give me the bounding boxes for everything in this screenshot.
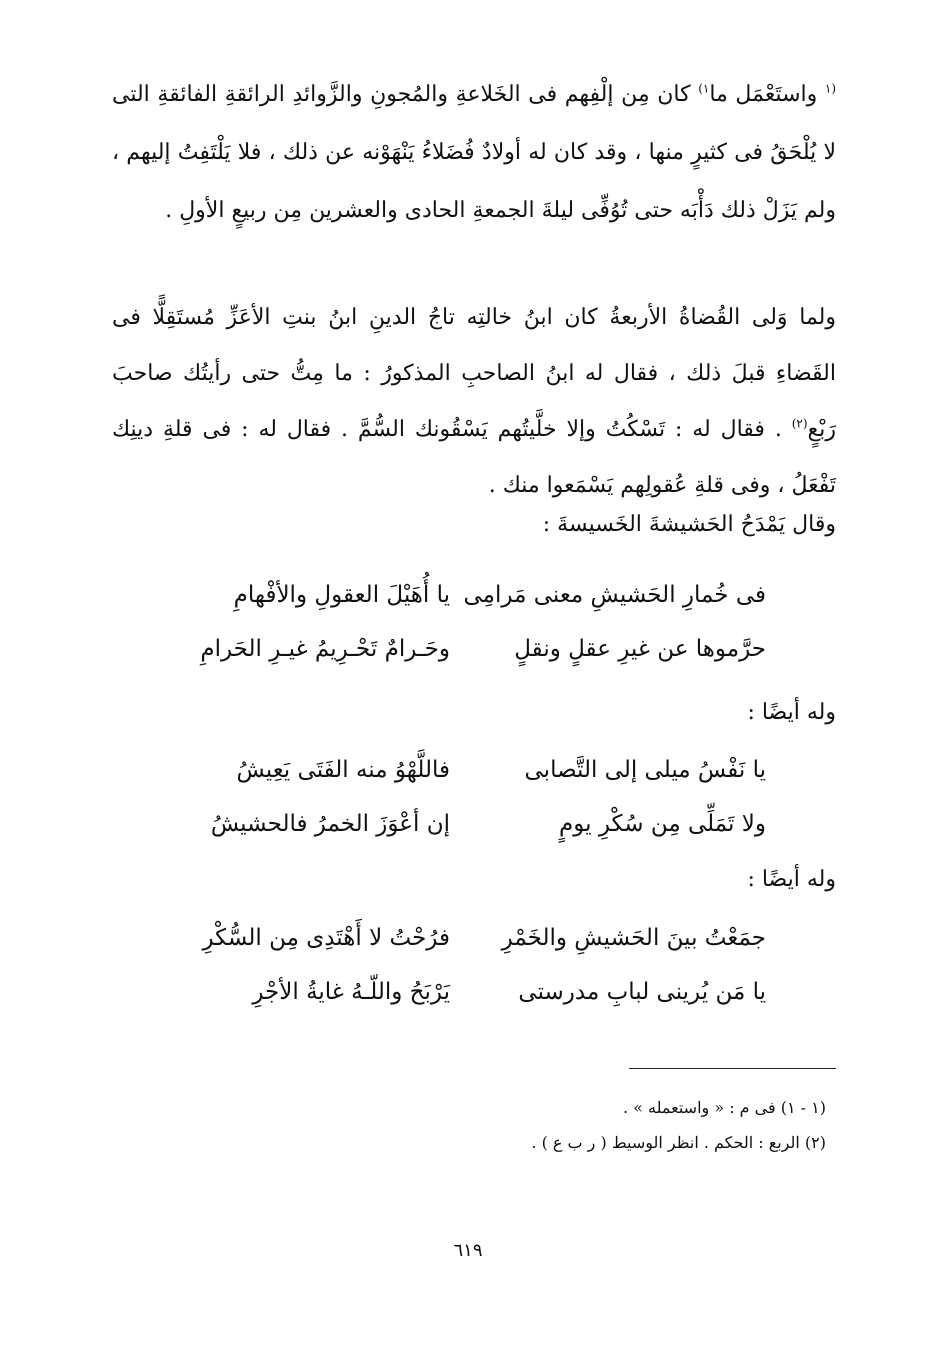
footnote-separator [629,1068,836,1069]
paragraph-1-text-a: واستَعْمَل ما [709,82,825,107]
poem-3-verse-2-first-hemistich: يا مَن يُرينى لبابِ مدرستى [518,979,766,1005]
page-number: ٦١٩ [453,1240,483,1261]
poem-2-verse-1-second-hemistich: فاللَّهْوُ منه الفَتَى يَعِيشُ [236,757,450,783]
poem-3-verse-2-second-hemistich: يَرْبَحُ واللّـهُ غايةُ الأجْرِ [252,979,450,1005]
poem-3-intro: وله أيضًا : [747,867,836,892]
paragraph-2-text-a: ولما وَلى القُضاةُ الأربعةُ كان ابنُ خالتِه تاجُ الدينِ ابنُ بنتِ الأعَزِّ مُستَقِلًّا فى القَضاءِ قبلَ ذلك ، فقال له ابنُ الصاحبِ المذكورُ : ما مِتُّ حتى رأيتُك صاحبَ رَبْعٍ [112,305,836,442]
paragraph-1-text-b: كان مِن إلْفِهم فى الخَلاعةِ والمُجونِ والزَّوائدِ الرائقةِ الفائقةِ التى لا يُلْحَقُ فى كثيرٍ منها ، وقد كان له أولادٌ فُضَلاءُ يَنْهَوْنه عن ذلك ، فلا يَلْتَفِتُ إليهم ، ولم يَزَلْ ذلك دَأْبَه حتى تُوُفِّى ليلةَ الجمعةِ الحادى والعشرين مِن ربيعٍ الأولِ . [112,82,836,223]
poem-1-verse-1-second-hemistich: يا أُهَيْلَ العقولِ والأفْهامِ [233,582,450,608]
footnote-1-start-marker: (١ [824,81,836,96]
poem-3-verse-1-first-hemistich: جمَعْتُ بينَ الحَشيشِ والخَمْرِ [501,925,766,951]
poem-1-verse-2-second-hemistich: وحَـرامٌ تَحْـرِيمُ غيـرِ الحَرامِ [200,636,450,662]
footnote-1: (١ - ١) فى م : « واستعمله » . [622,1098,826,1117]
poem-2-verse-1-first-hemistich: يا نَفْسُ ميلى إلى التَّصابى [524,757,766,783]
poem-3-verse-1-second-hemistich: فرُحْتُ لا أَهْتَدِى مِن السُّكْرِ [202,925,450,951]
paragraph-1 [112,66,836,240]
poem-1-verse-2-first-hemistich: حرَّموها عن غيرِ عقلٍ ونقلٍ [514,636,766,662]
poem-1-verse-1-first-hemistich: فى خُمارِ الحَشيشِ معنى مَرامِى [463,582,766,608]
footnote-2-marker: (٢) [791,416,808,431]
footnote-1-end-marker: ١) [698,81,710,96]
paragraph-2-text-b: . فقال له : تَسْكُتُ وإلا خلَّيتُهم يَسْقُونك السُّمَّ . فقال له : فى قلةِ دينِك تَفْعَلُ ، وفى قلةِ عُقولِهم يَسْمَعوا منك . [112,417,836,498]
poem-2-intro: وله أيضًا : [747,700,836,725]
poem-2-verse-2-second-hemistich: إن أعْوَزَ الخمرُ فالحشيشُ [210,811,450,837]
paragraph-2 [112,290,836,514]
poem-2-verse-2-first-hemistich: ولا تَمَلِّى مِن سُكْرِ يومٍ [559,811,766,837]
footnote-2: (٢) الربع : الحكم . انظر الوسيط ( ر ب ع ) . [531,1133,826,1152]
poem-1-intro: وقال يَمْدَحُ الحَشيشةَ الخَسيسةَ : [542,512,836,537]
